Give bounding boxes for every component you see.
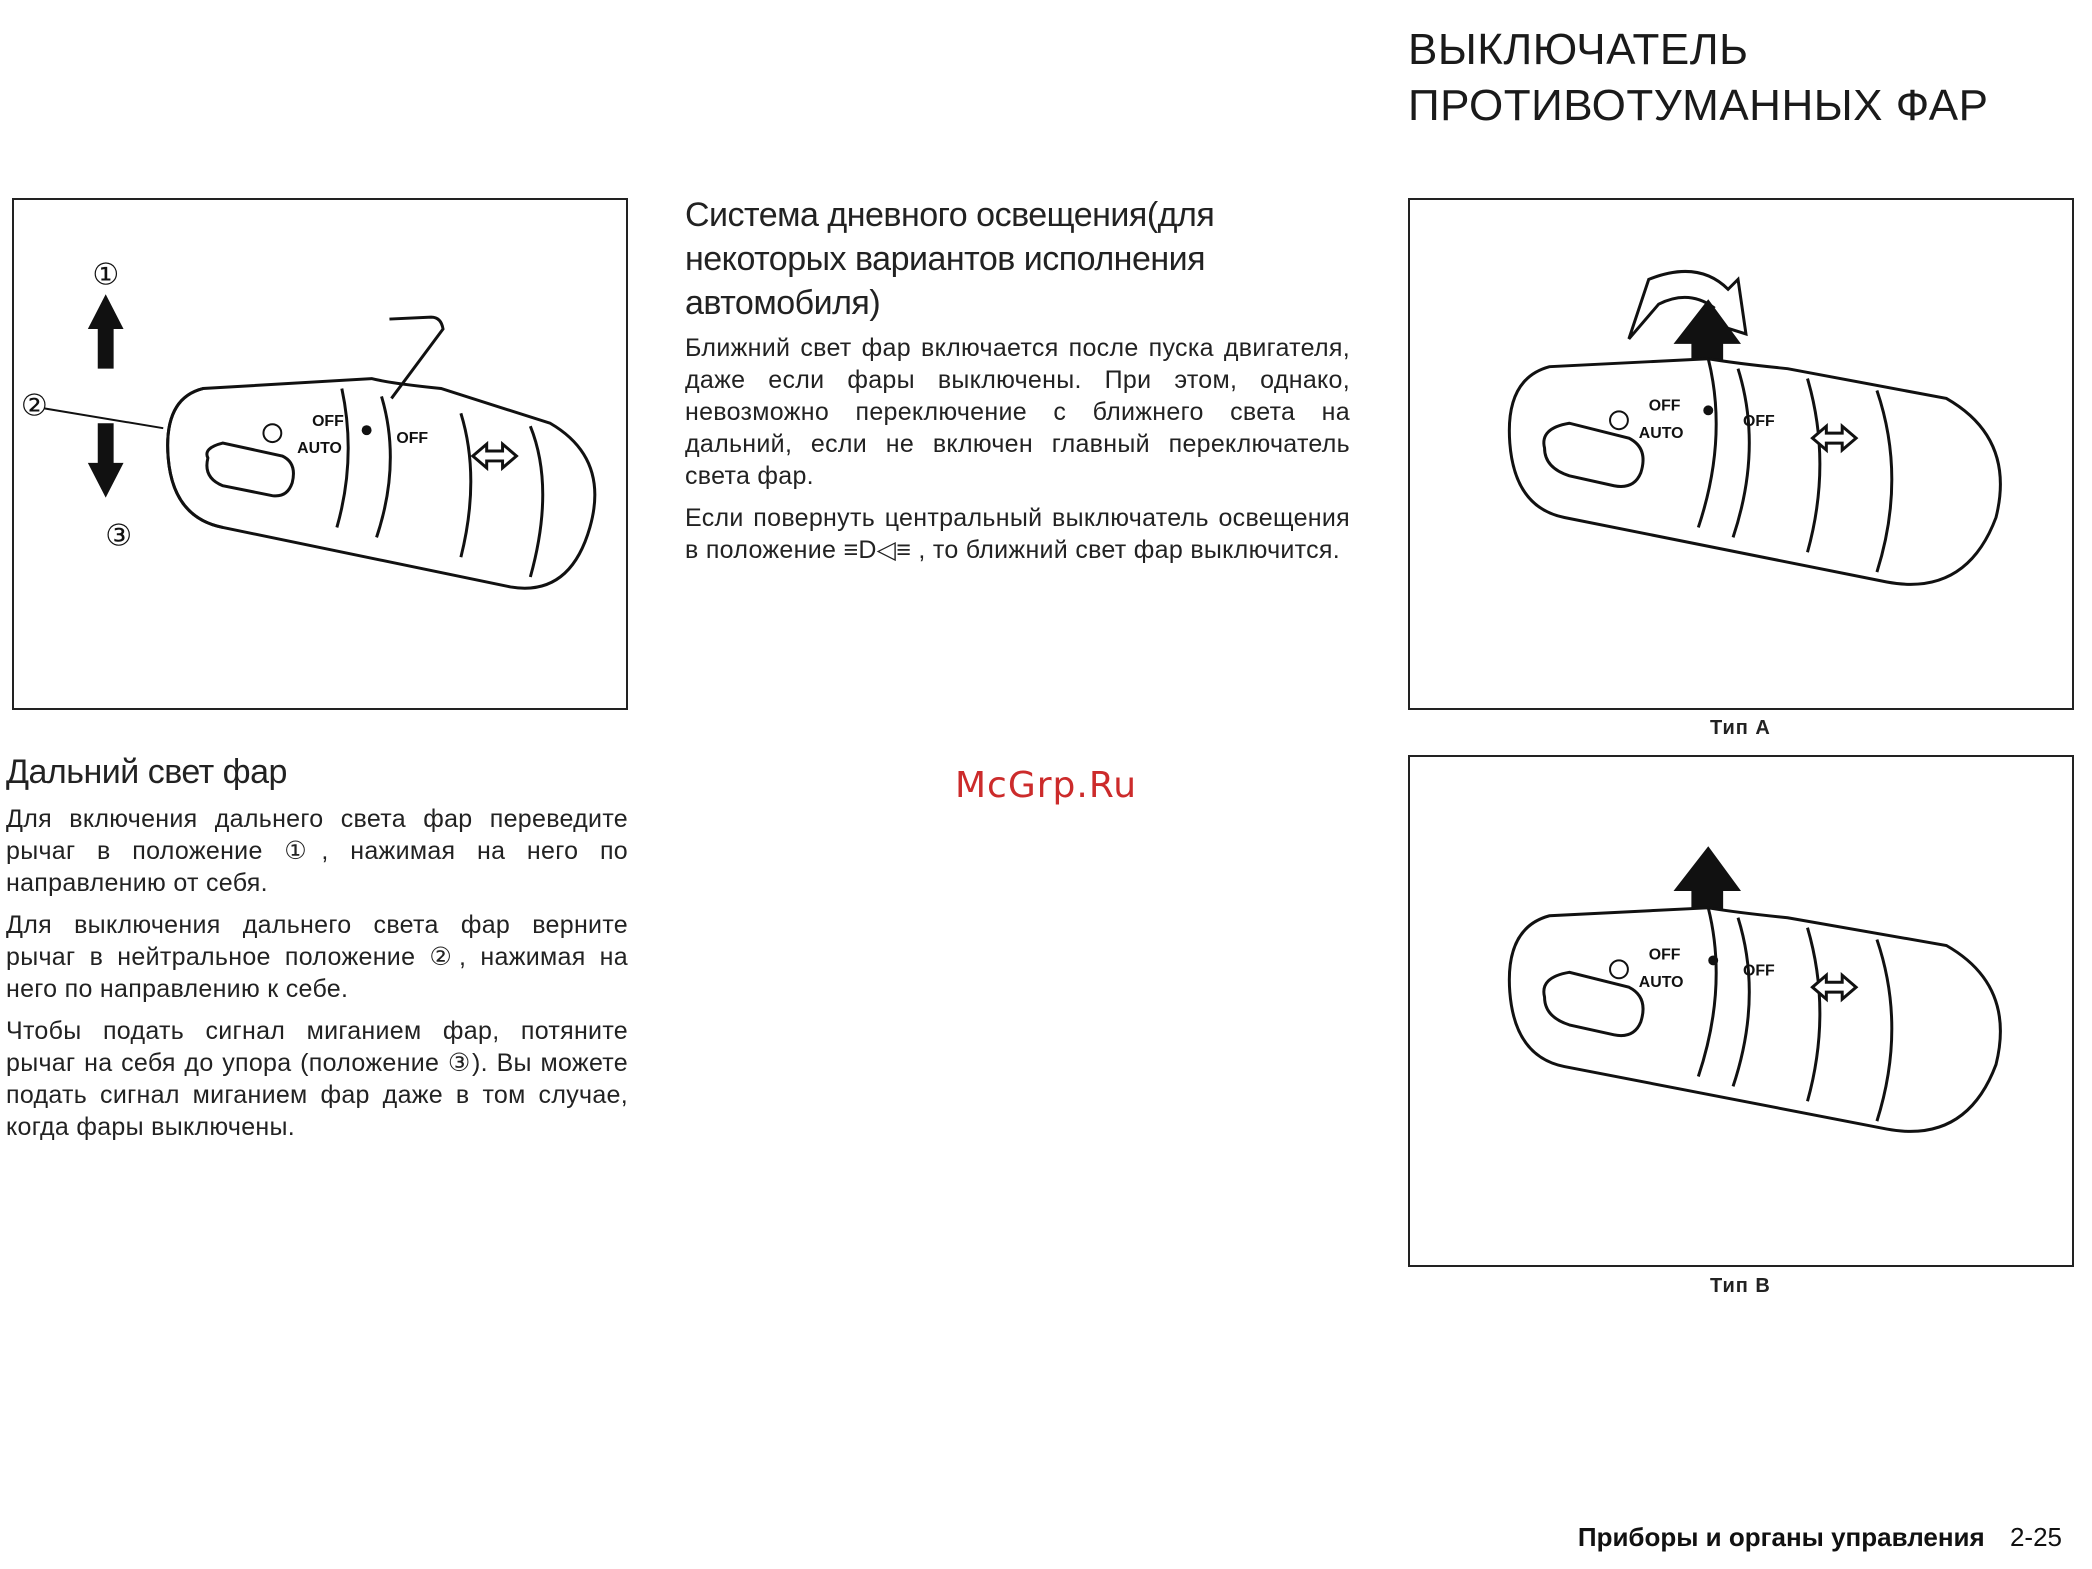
caption-type-b: Тип B [1710, 1275, 1771, 1297]
label-off-2: OFF [1742, 413, 1775, 431]
label-off-2: OFF [396, 430, 429, 448]
caption-type-a: Тип A [1710, 717, 1771, 739]
watermark: McGrp.Ru [955, 765, 1138, 806]
marker-3: ③ [105, 519, 132, 553]
high-beam-paragraph-3: Чтобы подать сигнал миганием фар, потяните рычаг на себя до упора (положение ③). Вы можете подать сигнал миганием фар даже в том случае, когда фары выключены. [6, 1017, 628, 1141]
page-number: 2-25 [2009, 1522, 2062, 1552]
figure-type-b [1408, 755, 2074, 1267]
lever-illustration [14, 200, 626, 708]
drl-paragraph-2: Если повернуть центральный выключатель освещения в положение ≡D◁≡ , то ближний свет фар выключится. [685, 504, 1350, 564]
marker-1: ① [92, 258, 120, 292]
arrow-up-icon [88, 294, 124, 368]
label-off-1: OFF [312, 413, 344, 431]
label-auto: AUTO [1638, 425, 1684, 443]
drl-paragraph-1: Ближний свет фар включается после пуска двигателя, даже если фары выключены. При этом, однако, невозможно переключение с ближнего света на дальний, если не включен главный переключатель света фар. [685, 334, 1350, 490]
footer-section: Приборы и органы управления [1577, 1522, 1985, 1552]
page-title-line1: ВЫКЛЮЧАТЕЛЬ [1408, 25, 1749, 74]
high-beam-paragraph-2: Для выключения дальнего света фар верните рычаг в нейтральное положение ②, нажимая на него по направлению к себе. [6, 911, 628, 1003]
fog-switch-a-illustration [1410, 200, 2072, 708]
label-off-1: OFF [1648, 397, 1681, 415]
figure-type-a [1408, 198, 2074, 710]
fog-switch-b-illustration [1410, 757, 2072, 1265]
page-title [1408, 22, 1988, 134]
label-off-2: OFF [1742, 962, 1775, 980]
drl-heading: Система дневного освещения(для некоторых вариантов исполнения автомобиля) [685, 196, 1215, 322]
arrow-down-icon [88, 423, 124, 497]
drl-text [685, 332, 1350, 576]
figure-high-beam-lever [12, 198, 628, 710]
high-beam-text [6, 803, 628, 1153]
label-off-1: OFF [1648, 946, 1681, 964]
page-footer [1578, 1522, 2062, 1553]
high-beam-paragraph-1: Для включения дальнего света фар переведите рычаг в положение ①, нажимая на него по направлению от себя. [6, 805, 628, 897]
marker-2: ② [20, 389, 48, 423]
high-beam-heading: Дальний свет фар [6, 753, 287, 791]
page-title-line2: ПРОТИВОТУМАННЫХ ФАР [1408, 81, 1989, 130]
label-auto: AUTO [1638, 974, 1684, 992]
label-auto: AUTO [297, 440, 342, 458]
